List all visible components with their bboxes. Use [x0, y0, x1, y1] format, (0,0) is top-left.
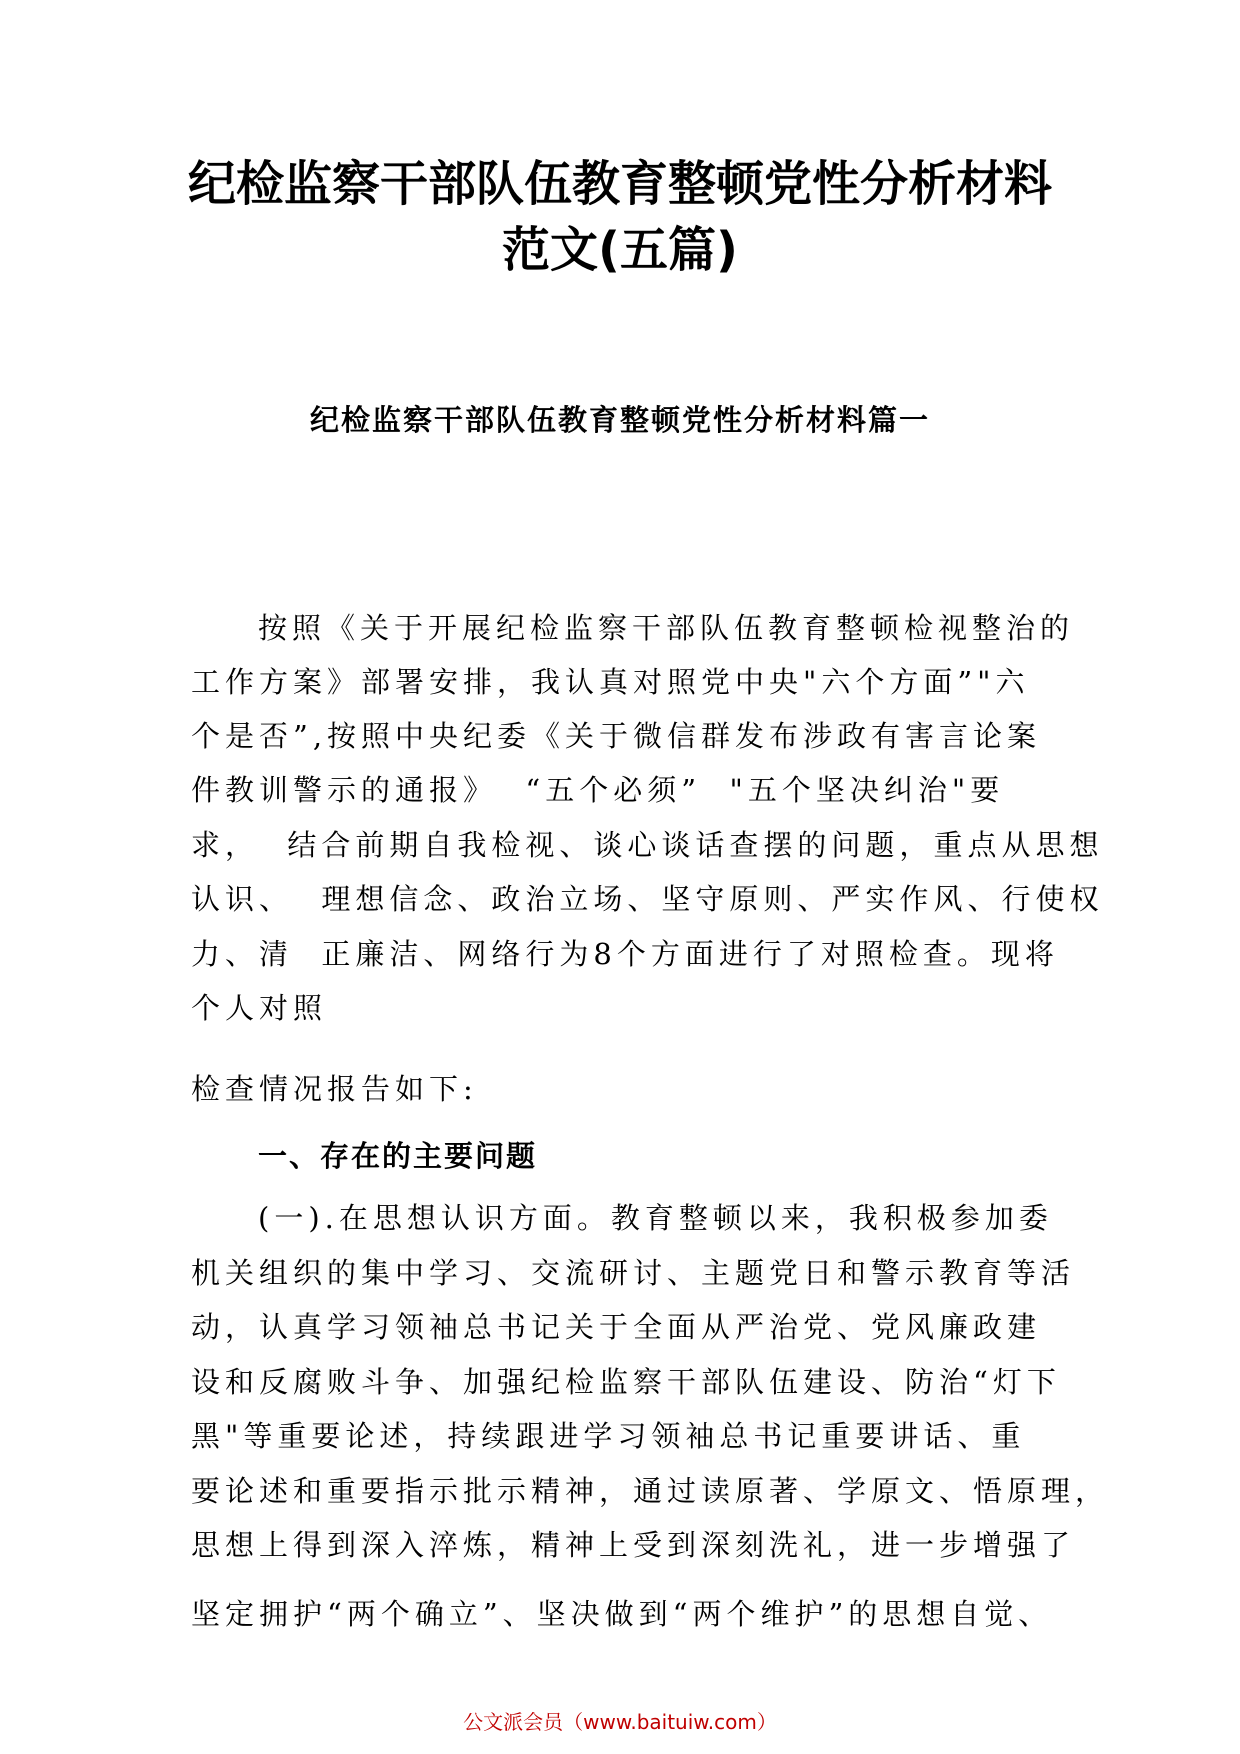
subheading-main-problems: 一、存在的主要问题: [258, 1139, 538, 1173]
body-line: 要论述和重要指示批示精神，通过读原著、学原文、悟原理，: [191, 1474, 1110, 1508]
body-line: 动，认真学习领袖总书记关于全面从严治党、党风廉政建: [191, 1310, 1042, 1344]
body-line: 机关组织的集中学习、交流研讨、主题党日和警示教育等活: [191, 1256, 1076, 1290]
intro-line: 求， 结合前期自我检视、谈心谈话查摆的问题，重点从思想: [191, 828, 1104, 862]
intro-line: 按照《关于开展纪检监察干部队伍教育整顿检视整治的: [258, 611, 1075, 645]
intro-line: 力、清 正廉洁、网络行为8个方面进行了对照检查。现将: [191, 937, 1059, 971]
intro-tail: 检查情况报告如下:: [191, 1072, 478, 1106]
document-title-line-1: 纪检监察干部队伍教育整顿党性分析材料: [187, 156, 1052, 212]
body-line: 思想上得到深入淬炼，精神上受到深刻洗礼，进一步增强了: [191, 1528, 1076, 1562]
intro-line: 工作方案》部署安排，我认真对照党中央"六个方面”"六: [191, 665, 1030, 699]
intro-line: 认识、 理想信念、政治立场、坚守原则、严实作风、行使权: [191, 882, 1104, 916]
section-heading: 纪检监察干部队伍教育整顿党性分析材料篇一: [309, 403, 930, 437]
intro-line: 件教训警示的通报》 “五个必须” "五个坚决纠治"要: [191, 773, 1005, 807]
body-line: (一).在思想认识方面。教育整顿以来，我积极参加委: [258, 1201, 1053, 1235]
body-line: 黑"等重要论述，持续跟进学习领袖总书记重要讲话、重: [191, 1419, 1026, 1453]
intro-line: 个人对照: [191, 991, 328, 1025]
body-line: 设和反腐败斗争、加强纪检监察干部队伍建设、防治“灯下: [191, 1365, 1061, 1399]
footer-watermark: 公文派会员（www.baituiw.com）: [463, 1710, 777, 1734]
body-line: 坚定拥护“两个确立”、坚决做到“两个维护”的思想自觉、: [191, 1597, 1053, 1631]
document-title-line-2: 范文(五篇): [502, 222, 738, 278]
intro-line: 个是否”,按照中央纪委《关于微信群发布涉政有害言论案: [191, 719, 1042, 753]
